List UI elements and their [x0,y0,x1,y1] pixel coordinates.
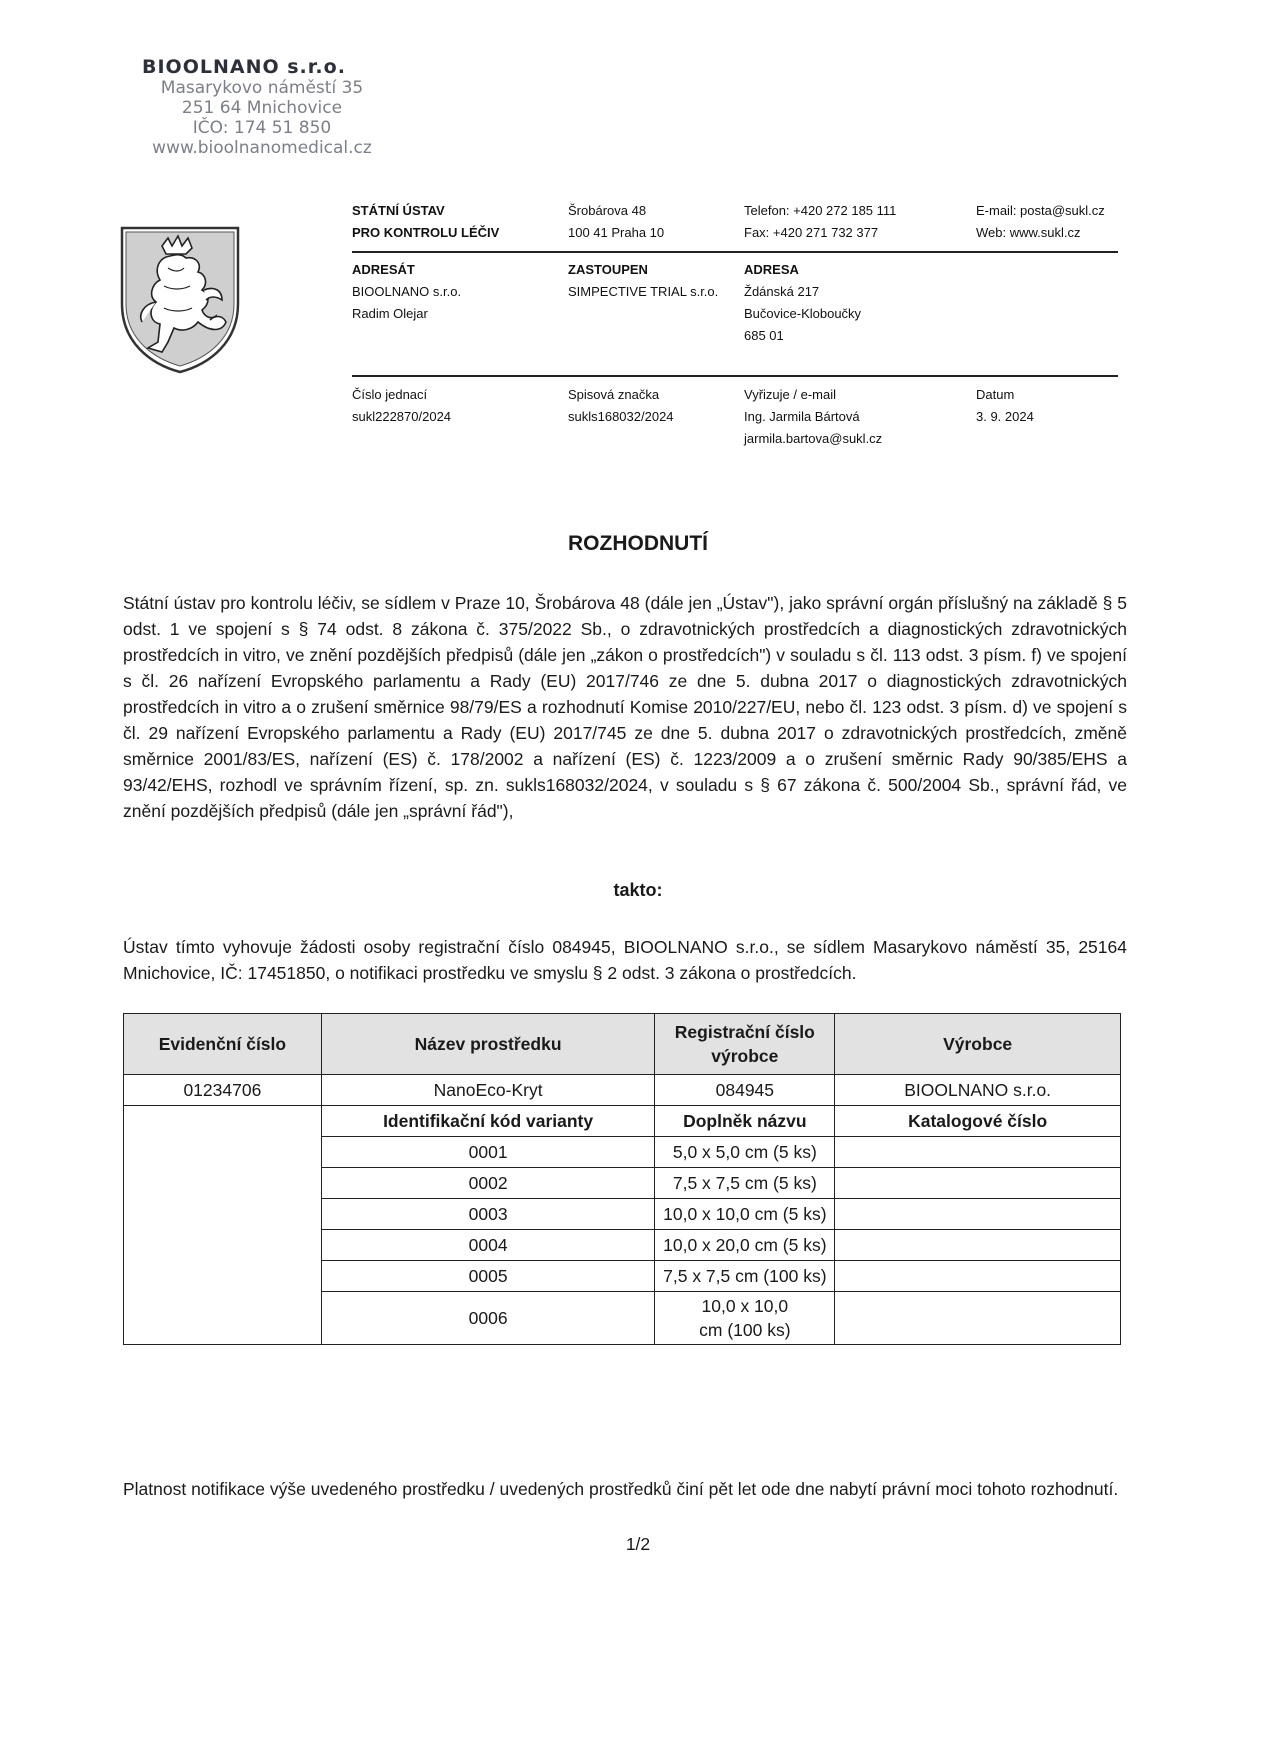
adresat-label: ADRESÁT [352,262,415,277]
date-value: 3. 9. 2024 [976,409,1034,424]
empty-cell [124,1106,322,1345]
cj-value: sukl222870/2024 [352,409,452,424]
variant-code: 0006 [321,1292,655,1345]
stamp-street: Masarykovo náměstí 35 [160,78,364,98]
reference-number [352,384,552,428]
variant-catalog [835,1168,1121,1199]
variant-name: 10,0 x 10,0 cm (100 ks) [655,1292,835,1345]
decision-statement: Ústav tímto vyhovuje žádosti osoby registrační číslo 084945, BIOOLNANO s.r.o., se sídlem Masarykovo náměstí 35, 25164 Mnichovice, IČ: 17451850, o notifikaci prostředku ve smyslu § 2 odst. 3 zákona o prostředcích. [123,937,1127,983]
variant-name: 7,5 x 7,5 cm (100 ks) [655,1261,835,1292]
representative-block [568,259,738,303]
file-mark [568,384,738,428]
date-block [976,384,1126,428]
date-label: Datum [976,387,1015,402]
adresa-line3: 685 01 [744,328,784,343]
takto-heading: takto: [613,880,663,900]
adresa-label: ADRESA [744,262,799,277]
phone: Telefon: +420 272 185 111 [744,203,897,218]
subheader-doplnek-nazvu: Doplněk názvu [655,1106,835,1137]
zastoupen-value: SIMPECTIVE TRIAL s.r.o. [568,284,719,299]
variant-catalog [835,1261,1121,1292]
variant-code: 0001 [321,1137,655,1168]
adresat-line1: BIOOLNANO s.r.o. [352,284,462,299]
variant-code: 0003 [321,1199,655,1230]
table-header-row [124,1014,1121,1075]
zastoupen-label: ZASTOUPEN [568,262,648,277]
variant-name: 5,0 x 5,0 cm (5 ks) [655,1137,835,1168]
cell-vyrobce: BIOOLNANO s.r.o. [835,1075,1121,1106]
variant-code: 0002 [321,1168,655,1199]
fax: Fax: +420 271 732 377 [744,225,879,240]
coat-of-arms-icon [118,224,242,376]
institution-name [352,200,552,244]
website: Web: www.sukl.cz [976,225,1081,240]
handler-label: Vyřizuje / e-mail [744,387,836,402]
subheader-kod-varianty: Identifikační kód varianty [321,1106,655,1137]
stamp-ico: IČO: 174 51 850 [192,118,332,138]
table-row [124,1075,1121,1106]
variant-name: 7,5 x 7,5 cm (5 ks) [655,1168,835,1199]
variant-code: 0005 [321,1261,655,1292]
email: E-mail: posta@sukl.cz [976,203,1105,218]
company-stamp [132,56,392,158]
table-subheader-row [124,1106,1121,1137]
stamp-web: www.bioolnanomedical.cz [152,138,372,158]
variant-catalog [835,1137,1121,1168]
stamp-city: 251 64 Mnichovice [181,98,343,118]
institution-line1: STÁTNÍ ÚSTAV [352,203,445,218]
adresat-line2: Radim Olejar [352,306,428,321]
institution-online [976,200,1126,244]
address-block [744,259,964,347]
variant-name: 10,0 x 10,0 cm (5 ks) [655,1199,835,1230]
variant-name: 10,0 x 20,0 cm (5 ks) [655,1230,835,1261]
address-line1: Šrobárova 48 [568,203,647,218]
institution-address [568,200,738,244]
handler [744,384,964,450]
sz-value: sukls168032/2024 [568,409,674,424]
stamp-company: BIOOLNANO s.r.o. [142,56,346,78]
variant-catalog [835,1199,1121,1230]
cell-registracni-cislo: 084945 [655,1075,835,1106]
sz-label: Spisová značka [568,387,660,402]
institution-contact [744,200,964,244]
page-number: 1/2 [625,1534,651,1554]
variant-catalog [835,1292,1121,1345]
variant-code: 0004 [321,1230,655,1261]
recipient-divider [352,375,1118,377]
handler-email: jarmila.bartova@sukl.cz [744,431,883,446]
address-line2: 100 41 Praha 10 [568,225,665,240]
institution-line2: PRO KONTROLU LÉČIV [352,225,500,240]
device-table [123,1013,1121,1345]
header-vyrobce: Výrobce [835,1014,1121,1075]
subheader-katalogove-cislo: Katalogové číslo [835,1106,1121,1137]
header-evidencni-cislo: Evidenční číslo [124,1014,322,1075]
cj-label: Číslo jednací [352,387,428,402]
document-title: ROZHODNUTÍ [568,532,708,555]
cell-evidencni-cislo: 01234706 [124,1075,322,1106]
decision-preamble: Státní ústav pro kontrolu léčiv, se sídlem v Praze 10, Šrobárova 48 (dále jen „Ústav"), jako správní orgán příslušný na základě § 5 odst. 1 ve spojení s § 74 odst. 8 zákona č. 375/2022 Sb., o zdravotnických prostředcích a diagnostických zdravotnických prostředcích in vitro, ve znění pozdějších předpisů (dále jen „zákon o prostředcích") v souladu s čl. 113 odst. 3 písm. f) ve spojení s čl. 26 nařízení Evropského parlamentu a Rady (EU) 2017/746 ze dne 5. dubna 2017 o diagnostických zdravotnických prostředcích in vitro a o zrušení směrnice 98/79/ES a rozhodnutí Komise 2010/227/EU, nebo čl. 123 odst. 3 písm. d) ve spojení s čl. 29 nařízení Evropského parlamentu a Rady (EU) 2017/745 ze dne 5. dubna 2017 o zdravotnických prostředcích, změně směrnice 2001/83/ES, nařízení (ES) č. 178/2002 a nařízení (ES) č. 1223/2009 a o zrušení směrnic Rady 90/385/EHS a 93/42/EHS, rozhodl ve správním řízení, sp. zn. sukls168032/2024, v souladu s § 67 zákona č. 500/2004 Sb., správní řád, ve znění pozdějších předpisů (dále jen „správní řád"), [123,593,1127,821]
variant-catalog [835,1230,1121,1261]
adresa-line1: Ždánská 217 [744,284,820,299]
cell-nazev: NanoEco-Kryt [321,1075,655,1106]
header-nazev: Název prostředku [321,1014,655,1075]
validity-note: Platnost notifikace výše uvedeného prostředku / uvedených prostředků činí pět let ode dne nabytí právní moci tohoto rozhodnutí. [123,1479,1119,1499]
handler-name: Ing. Jarmila Bártová [744,409,860,424]
header-registracni-cislo: Registrační číslo výrobce [655,1014,835,1075]
header-divider [352,251,1118,253]
adresa-line2: Bučovice-Kloboučky [744,306,862,321]
recipient-block [352,259,552,325]
